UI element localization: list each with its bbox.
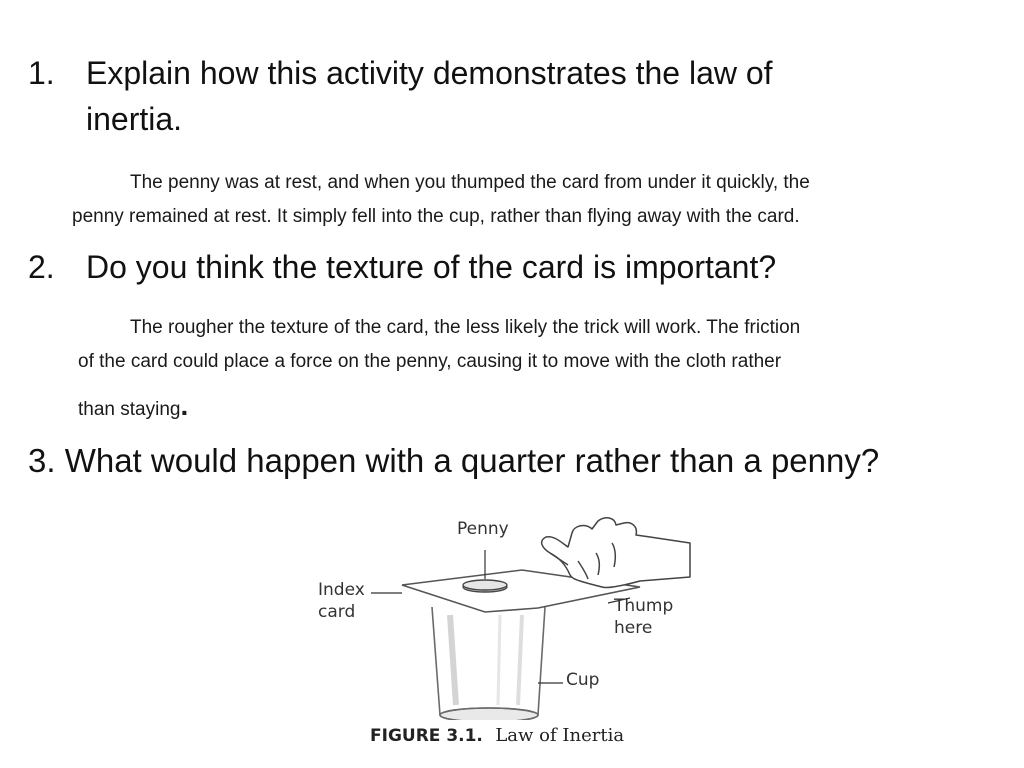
question-2-text: Do you think the texture of the card is important? [86,249,777,285]
label-cup: Cup [566,670,600,690]
question-1-number: 1. [28,55,55,91]
answer-1-line2: penny remained at rest. It simply fell into the cup, rather than flying away with the card. [72,206,800,227]
label-index-card-line2: card [318,602,356,622]
label-thump-line1: Thump [614,596,674,616]
question-3: 3. What would happen with a quarter rather than a penny? [28,442,880,479]
figure-law-of-inertia [310,515,700,760]
answer-2-period: . [180,390,189,421]
cup-drawing [432,607,545,720]
question-1 [28,50,1008,142]
label-penny: Penny [457,519,509,539]
answer-1-line1: The penny was at rest, and when you thumped the card from under it quickly, the [130,172,810,193]
label-thump-line2: here [614,618,653,638]
question-1-text-line2: inertia. [86,101,183,137]
figure-caption-title: Law of Inertia [495,725,625,746]
answer-2-line1: The rougher the texture of the card, the less likely the trick will work. The friction [130,317,801,338]
question-2 [28,244,1008,290]
answer-2-line3-text: than staying [78,399,181,420]
penny-drawing [463,580,507,592]
figure-caption-number: FIGURE 3.1. [370,726,483,746]
question-2-number: 2. [28,249,55,285]
question-1-text-line1: Explain how this activity demonstrates the law of [86,55,773,91]
answer-2-line2: of the card could place a force on the penny, causing it to move with the cloth rather [78,351,782,372]
answer-2-line3 [78,389,188,427]
figure-caption [370,725,624,746]
label-index-card-line1: Index [318,580,365,600]
